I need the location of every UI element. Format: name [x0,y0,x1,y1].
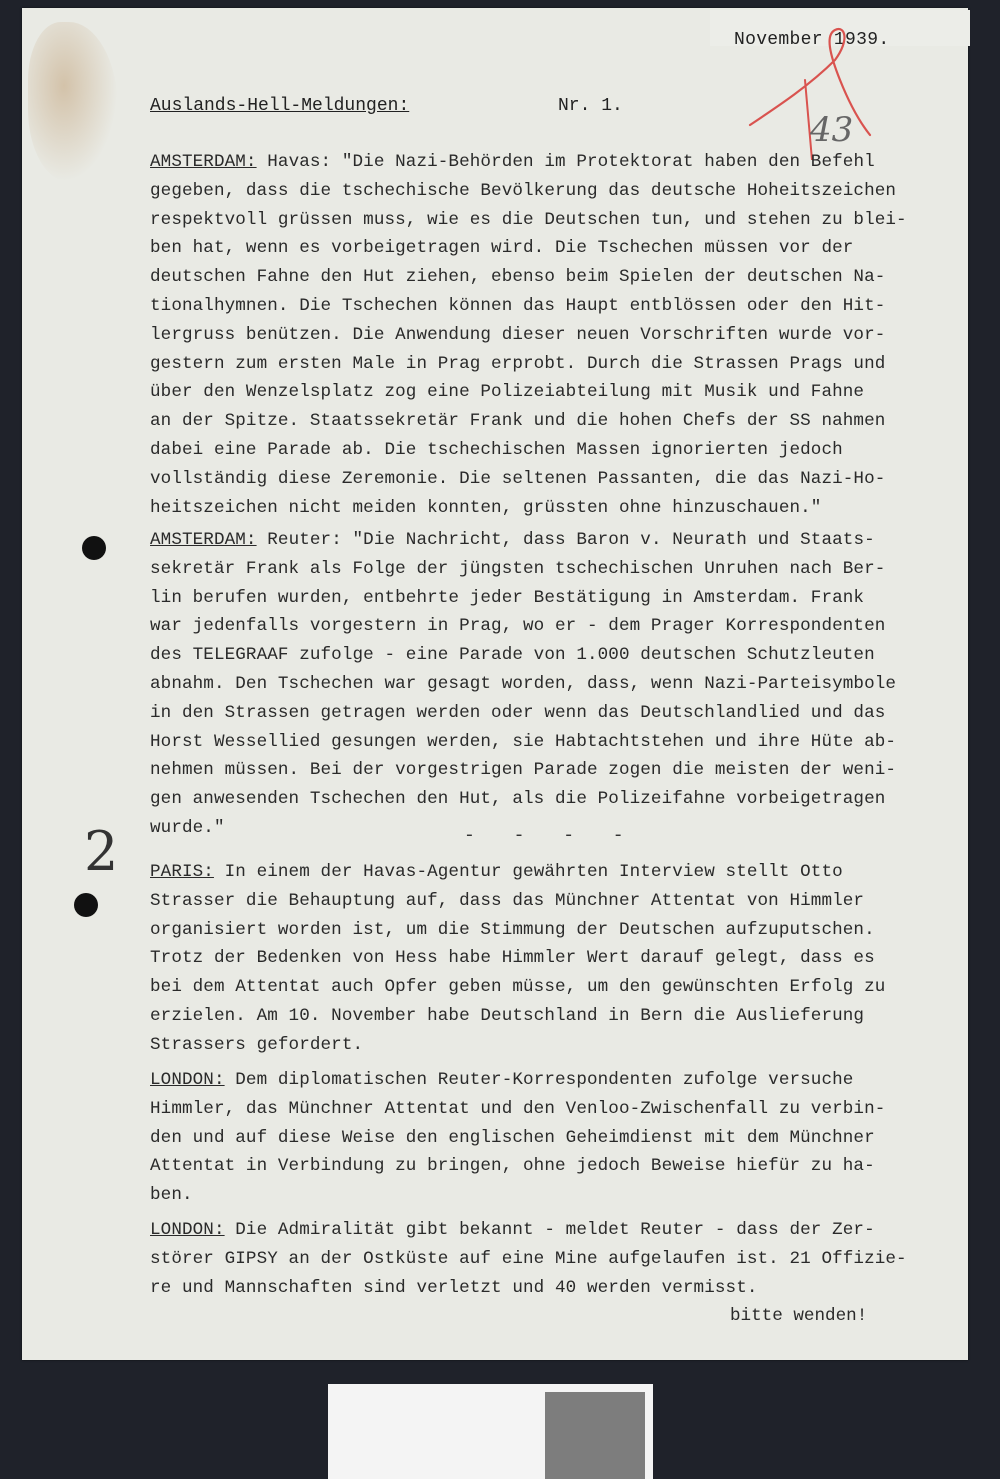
text-line: war jedenfalls vorgestern in Prag, wo er - dem Prager Korrespondenten [150,616,886,637]
document-number: Nr. 1. [558,96,623,116]
text-line: In einem der Havas-Agentur gewährten Interview stellt Otto [213,862,843,882]
punch-hole-lower [74,893,98,917]
document-heading: Auslands-Hell-Meldungen: [150,96,410,116]
text-line: heitszeichen nicht meiden konnten, grüssten ohne hinzuschauen." [150,497,822,518]
text-line: ben hat, wenn es vorbeigetragen wird. Die Tschechen müssen vor der [150,238,854,259]
text-line: ben. [150,1185,193,1206]
text-line: organisiert worden ist, um die Stimmung der Deutschen aufzuputschen. [150,919,875,940]
text-line: tionalhymnen. Die Tschechen können das Haupt entblössen oder den Hit- [150,295,886,316]
text-line: den und auf diese Weise den englischen Geheimdienst mit dem Münchner [150,1127,875,1148]
text-line: lergruss benützen. Die Anwendung dieser neuen Vorschriften wurde vor- [150,324,886,345]
news-source: AMSTERDAM: [150,152,257,172]
text-line: Strasser die Behauptung auf, dass das Münchner Attentat von Himmler [150,890,865,911]
archive-color-patch [545,1392,645,1479]
text-line: über den Wenzelsplatz zog eine Polizeiabteilung mit Musik und Fahne [150,382,865,403]
text-line: sekretär Frank als Folge der jüngsten tschechischen Unruhen nach Ber- [150,558,886,579]
text-line: Trotz der Bedenken von Hess habe Himmler Wert darauf gelegt, dass es [150,948,875,969]
text-line: lin berufen wurden, entbehrte jeder Bestätigung in Amsterdam. Frank [150,587,865,608]
text-line: Himmler, das Münchner Attentat und den Venloo-Zwischenfall zu verbin- [150,1098,886,1119]
text-line: Horst Wessellied gesungen werden, sie Habtachtstehen und ihre Hüte ab- [150,731,897,752]
news-item [150,148,950,522]
punch-hole-upper [82,536,106,560]
text-line: Strassers gefordert. [150,1034,364,1055]
text-line: Die Admiralität gibt bekannt - meldet Reuter - dass der Zer- [224,1220,875,1240]
text-line: dabei eine Parade ab. Die tschechischen Massen ignorierten jedoch [150,439,843,460]
text-line: erzielen. Am 10. November habe Deutschland in Bern die Auslieferung [150,1005,865,1026]
news-source: LONDON: [150,1220,225,1240]
section-separator: - - - - [464,826,638,846]
news-item [150,1066,950,1210]
text-line: Dem diplomatischen Reuter-Korrespondenten zufolge versuche [224,1070,854,1090]
text-line: respektvoll grüssen muss, wie es die Deutschen tun, und stehen zu blei- [150,209,907,230]
text-line: deutschen Fahne den Hut ziehen, ebenso beim Spielen der deutschen Na- [150,267,886,288]
text-line: des TELEGRAAF zufolge - eine Parade von 1.000 deutschen Schutzleuten [150,645,875,666]
turn-page-note: bitte wenden! [730,1306,868,1326]
text-line: an der Spitze. Staatssekretär Frank und die hohen Chefs der SS nahmen [150,411,886,432]
document-date: November 1939. [734,30,890,50]
news-source: LONDON: [150,1070,225,1090]
news-item [150,526,950,843]
text-line: gegeben, dass die tschechische Bevölkerung das deutsche Hoheitszeichen [150,180,897,201]
pencil-folio-number: 43 [810,110,854,150]
text-line: vollständig diese Zeremonie. Die seltenen Passanten, die das Nazi-Ho- [150,468,886,489]
text-line: gen anwesenden Tschechen den Hut, als die Polizeifahne vorbeigetragen [150,789,886,810]
text-line: störer GIPSY an der Ostküste auf eine Mine aufgelaufen ist. 21 Offizie- [150,1248,907,1269]
news-source: PARIS: [150,862,214,882]
text-line: Reuter: "Die Nachricht, dass Baron v. Neurath und Staats- [256,530,875,550]
text-line: gestern zum ersten Male in Prag erprobt. Durch die Strassen Prags und [150,353,886,374]
margin-number: 2 [84,820,119,883]
text-line: Havas: "Die Nazi-Behörden im Protektorat haben den Befehl [256,152,875,172]
news-item [150,1216,950,1302]
text-line: nehmen müssen. Bei der vorgestrigen Parade zogen die meisten der weni- [150,760,897,781]
text-line: bei dem Attentat auch Opfer geben müsse, um den gewünschten Erfolg zu [150,977,886,998]
news-source: AMSTERDAM: [150,530,257,550]
text-line: abnahm. Den Tschechen war gesagt worden, dass, wenn Nazi-Parteisymbole [150,673,897,694]
text-line: Attentat in Verbindung zu bringen, ohne jedoch Beweise hiefür zu ha- [150,1156,875,1177]
text-line: wurde." [150,817,225,838]
news-item [150,858,950,1060]
text-line: in den Strassen getragen werden oder wenn das Deutschlandlied und das [150,702,886,723]
text-line: re und Mannschaften sind verletzt und 40 werden vermisst. [150,1277,758,1298]
